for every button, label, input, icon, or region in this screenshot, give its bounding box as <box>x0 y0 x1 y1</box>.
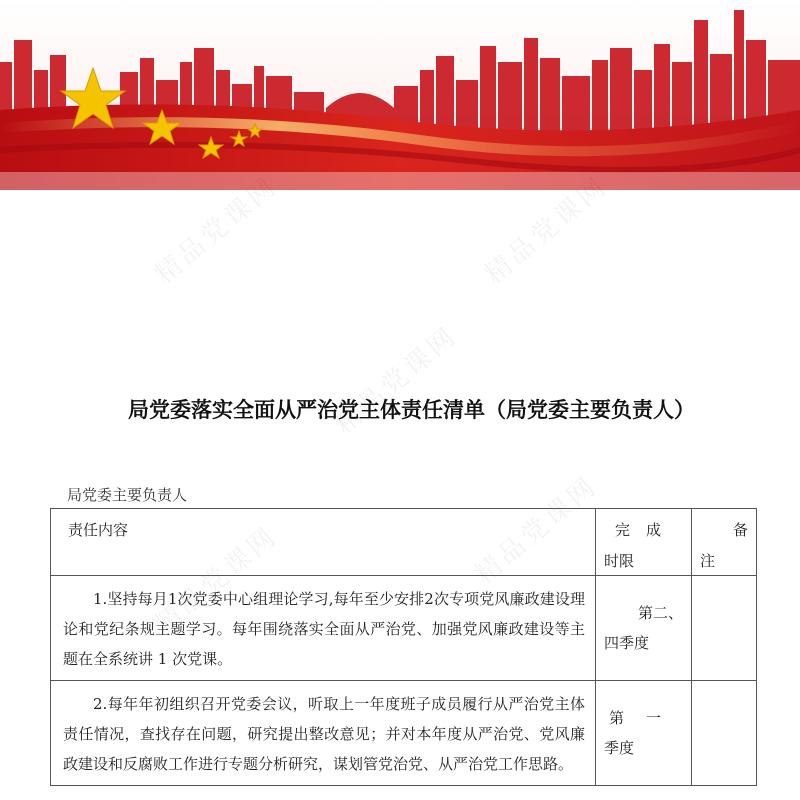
table-row <box>51 576 757 681</box>
deadline-line2: 四季度 <box>604 634 650 652</box>
document-title: 局党委落实全面从严治党主体责任清单（局党委主要负责人） <box>128 397 695 422</box>
header-deadline-label-line1: 完成 <box>614 521 677 539</box>
deadline-cell <box>596 576 692 681</box>
header-note-label-line1: 备 <box>732 521 748 539</box>
deadline-line2: 季度 <box>604 739 635 757</box>
header-content-label: 责任内容 <box>68 521 129 539</box>
note-cell <box>692 681 757 786</box>
header-banner <box>0 0 800 190</box>
deadline-line1: 第二、 <box>637 604 683 622</box>
responsibility-item-text: 1.坚持每月1次党委中心组理论学习,每年至少安排2次专项党风廉政建设理论和党纪条规主题学习。每年围绕落实全面从严治党、加强党风廉政建设等主题在全系统讲 1 次党课。 <box>63 590 585 668</box>
responsibility-table <box>50 508 757 786</box>
table-row <box>51 681 757 786</box>
note-cell <box>692 576 757 681</box>
watermark-text: 精品党课网 <box>149 520 284 641</box>
content-cell <box>51 681 596 786</box>
header-deadline-cell <box>596 509 692 576</box>
responsible-person-label: 局党委主要负责人 <box>67 486 188 504</box>
header-content-cell <box>51 509 596 576</box>
watermark-text: 精品党课网 <box>469 470 604 591</box>
content-cell <box>51 576 596 681</box>
watermark-text: 精品党课网 <box>329 320 464 441</box>
deadline-line1: 第一 <box>608 709 683 727</box>
header-note-label-line2: 注 <box>700 552 716 570</box>
header-note-cell <box>692 509 757 576</box>
header-deadline-label-line2: 时限 <box>604 552 635 570</box>
table-header-row <box>51 509 757 576</box>
city-skyline-banner-image <box>0 0 800 190</box>
deadline-cell <box>596 681 692 786</box>
responsibility-item-text: 2.每年年初组织召开党委会议，听取上一年度班子成员履行从严治党主体责任情况，查找存在问题，研究提出整改意见；并对本年度从严治党、党风廉政建设和反腐败工作进行专题分析研究，谋划管党治党、从严治党工作思路。 <box>63 695 585 773</box>
watermark-text: 精品党课网 <box>479 170 614 291</box>
watermark-text: 精品党课网 <box>149 170 284 291</box>
